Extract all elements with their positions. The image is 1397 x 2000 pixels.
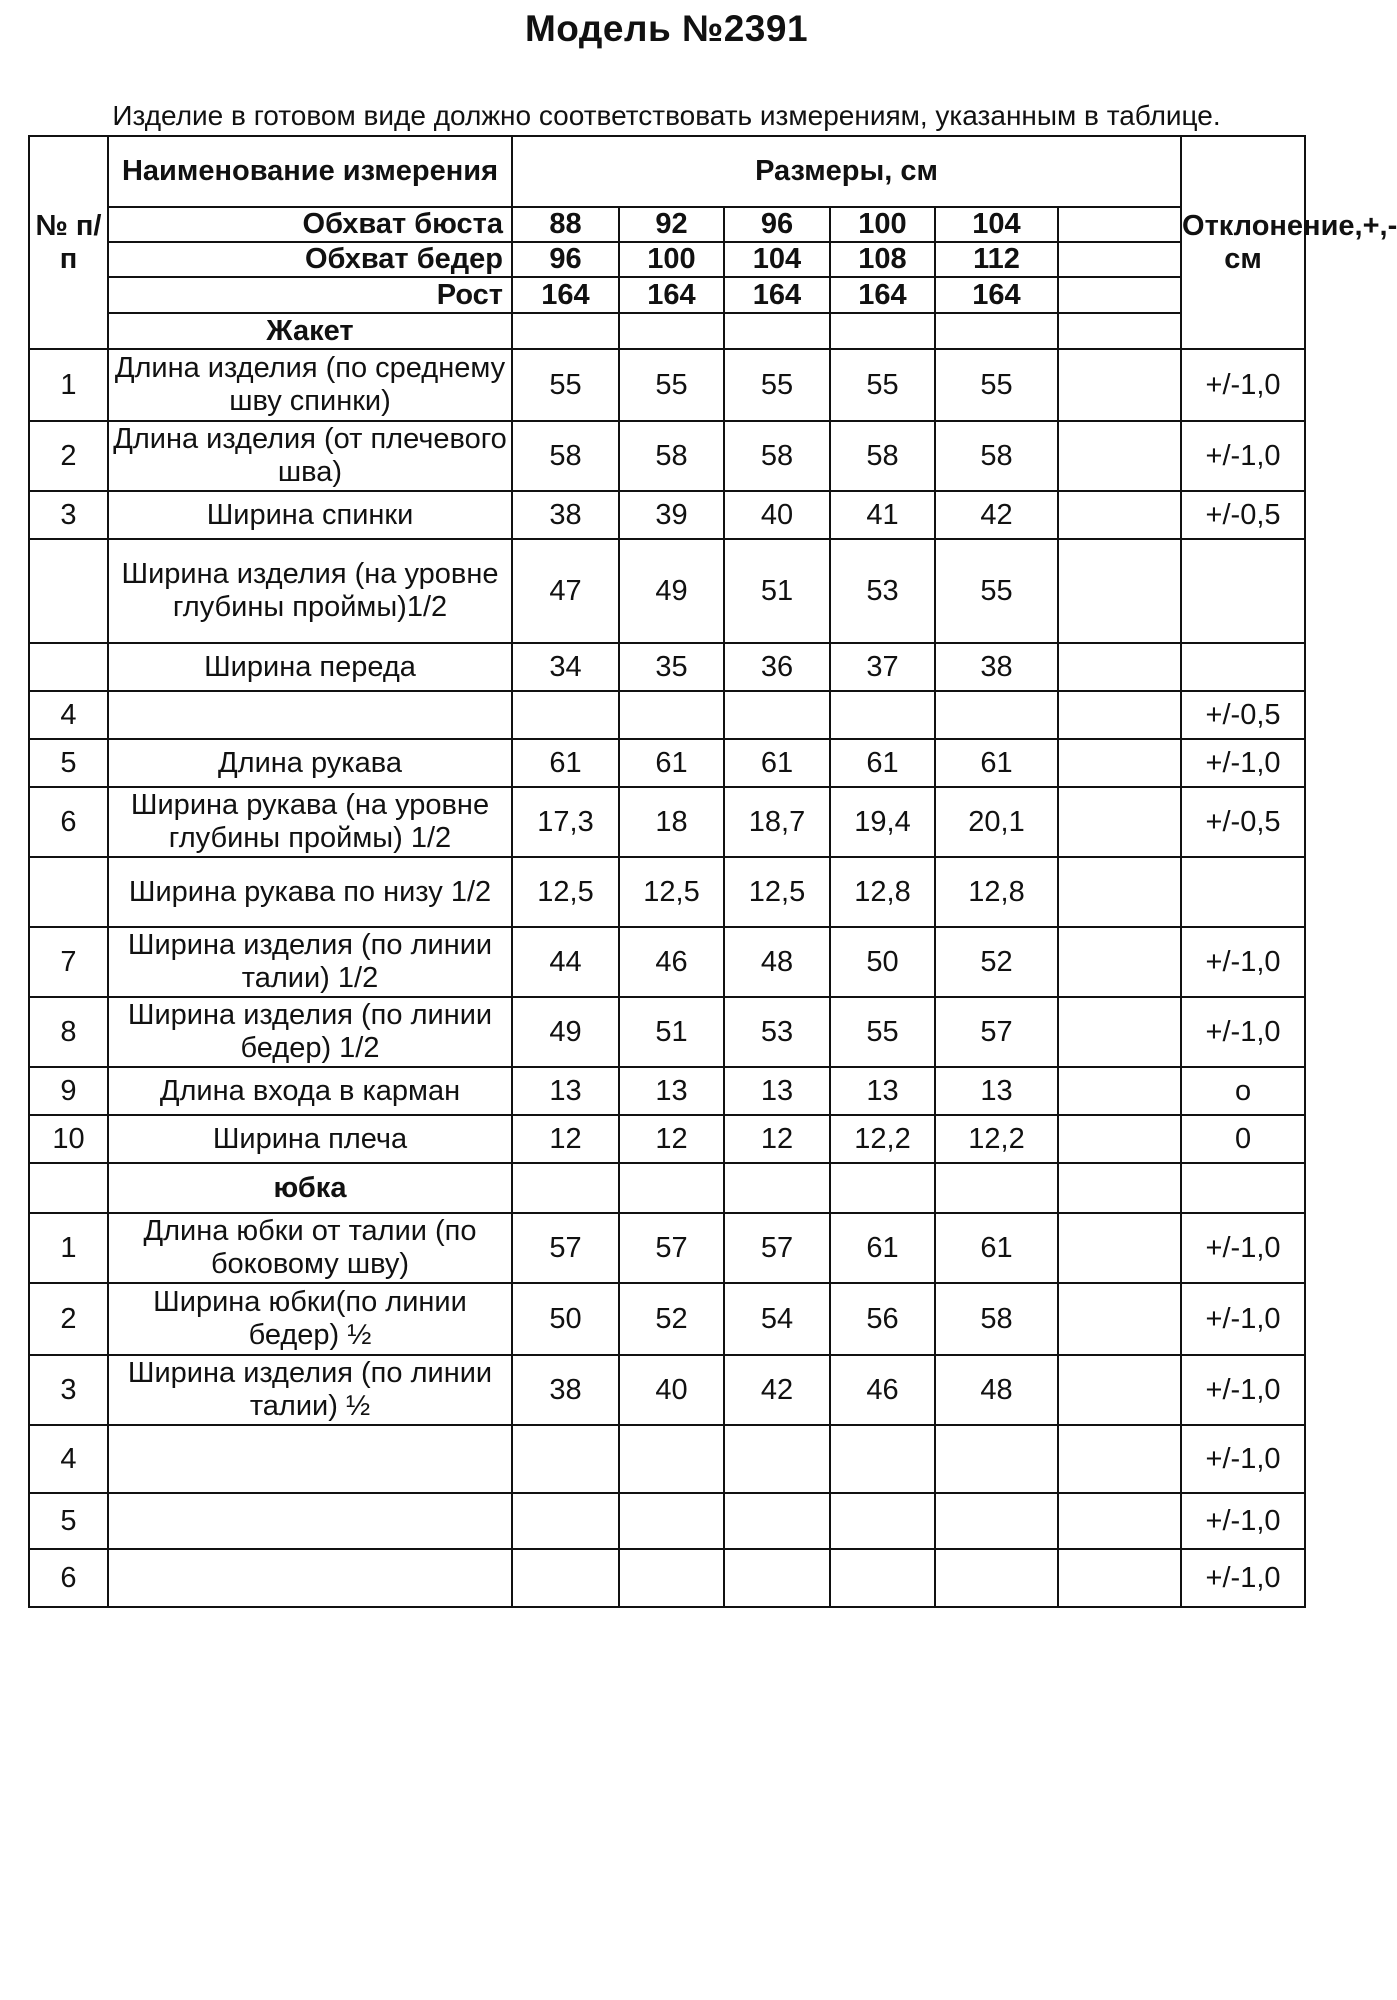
size-value: [724, 1425, 830, 1493]
jacket-row: [29, 997, 1305, 1067]
size-value: 57: [935, 997, 1058, 1067]
size-value: 37: [830, 643, 935, 691]
measurements-table: [28, 135, 1397, 1608]
deviation-value: +/-1,0: [1181, 1213, 1305, 1283]
empty-cell: [1058, 313, 1181, 349]
size-value: 58: [724, 421, 830, 491]
size-value: 61: [830, 739, 935, 787]
hips-size-cell: 96: [512, 242, 619, 277]
header-name: Наименование измерения: [108, 136, 512, 207]
row-number: 1: [29, 1213, 108, 1283]
size-value: 50: [830, 927, 935, 997]
empty-cell: [1058, 1493, 1181, 1549]
bust-size-cell: 92: [619, 207, 724, 242]
measurement-name: Ширина изделия (по линии талии) ½: [108, 1355, 512, 1425]
size-value: 12: [512, 1115, 619, 1163]
row-number: 4: [29, 691, 108, 739]
empty-cell: [1058, 997, 1181, 1067]
row-number: 5: [29, 739, 108, 787]
empty-size-cell: [1058, 277, 1181, 313]
empty-cell: [1181, 1163, 1305, 1213]
size-value: 61: [935, 1213, 1058, 1283]
measurement-name: Ширина изделия (по линии бедер) 1/2: [108, 997, 512, 1067]
hips-size-cell: 100: [619, 242, 724, 277]
size-value: [830, 1425, 935, 1493]
deviation-value: +/-0,5: [1181, 691, 1305, 739]
size-value: [512, 1425, 619, 1493]
size-value: [830, 1549, 935, 1607]
size-value: 57: [619, 1213, 724, 1283]
size-value: 54: [724, 1283, 830, 1355]
empty-cell: [29, 1163, 108, 1213]
jacket-row: [29, 739, 1305, 787]
size-value: 12,5: [619, 857, 724, 927]
size-value: [619, 1425, 724, 1493]
height-size-cell: 164: [935, 277, 1058, 313]
empty-cell: [1058, 491, 1181, 539]
jacket-row: [29, 857, 1305, 927]
size-value: 57: [512, 1213, 619, 1283]
size-value: [619, 1549, 724, 1607]
jacket-row: [29, 643, 1305, 691]
deviation-value: +/-1,0: [1181, 1425, 1305, 1493]
size-value: 55: [935, 539, 1058, 643]
size-value: 13: [830, 1067, 935, 1115]
size-value: 55: [830, 349, 935, 421]
size-value: 12,5: [512, 857, 619, 927]
size-value: 48: [724, 927, 830, 997]
size-value: 52: [935, 927, 1058, 997]
jacket-row: [29, 539, 1305, 643]
measurement-name: Ширина рукава (на уровне глубины проймы) 1/2: [108, 787, 512, 857]
measurement-name: Длина входа в карман: [108, 1067, 512, 1115]
row-number: 2: [29, 421, 108, 491]
size-value: 19,4: [830, 787, 935, 857]
jacket-row: [29, 787, 1305, 857]
deviation-value: +/-1,0: [1181, 1283, 1305, 1355]
bust-size-cell: 104: [935, 207, 1058, 242]
deviation-value: +/-0,5: [1181, 787, 1305, 857]
size-value: 36: [724, 643, 830, 691]
empty-cell: [1058, 643, 1181, 691]
size-value: 58: [935, 1283, 1058, 1355]
size-value: [512, 691, 619, 739]
size-value: 55: [619, 349, 724, 421]
empty-cell: [1058, 857, 1181, 927]
size-value: 12,8: [830, 857, 935, 927]
size-value: 13: [619, 1067, 724, 1115]
jacket-row: [29, 1115, 1305, 1163]
hips-size-cell: 104: [724, 242, 830, 277]
size-value: 38: [935, 643, 1058, 691]
row-number: 10: [29, 1115, 108, 1163]
size-value: 61: [724, 739, 830, 787]
measurement-name: [108, 691, 512, 739]
size-value: 12,5: [724, 857, 830, 927]
jacket-row: [29, 927, 1305, 997]
empty-cell: [1058, 1115, 1181, 1163]
row-number: 1: [29, 349, 108, 421]
header-row-height: [29, 277, 1305, 313]
empty-cell: [512, 1163, 619, 1213]
measurement-name: Ширина спинки: [108, 491, 512, 539]
measurement-name: Длина рукава: [108, 739, 512, 787]
deviation-value: +/-1,0: [1181, 349, 1305, 421]
empty-cell: [830, 313, 935, 349]
size-value: [935, 1549, 1058, 1607]
size-value: 40: [619, 1355, 724, 1425]
size-value: 61: [830, 1213, 935, 1283]
size-value: 39: [619, 491, 724, 539]
empty-cell: [1058, 739, 1181, 787]
empty-cell: [512, 313, 619, 349]
size-value: 12: [724, 1115, 830, 1163]
skirt-row: [29, 1355, 1305, 1425]
hips-size-cell: 112: [935, 242, 1058, 277]
empty-size-cell: [1058, 242, 1181, 277]
size-value: 34: [512, 643, 619, 691]
bust-size-cell: 100: [830, 207, 935, 242]
size-value: 38: [512, 1355, 619, 1425]
size-value: 18: [619, 787, 724, 857]
empty-cell: [619, 313, 724, 349]
empty-cell: [935, 313, 1058, 349]
size-value: 47: [512, 539, 619, 643]
deviation-value: +/-1,0: [1181, 997, 1305, 1067]
size-value: 41: [830, 491, 935, 539]
deviation-value: +/-1,0: [1181, 927, 1305, 997]
row-number: 8: [29, 997, 108, 1067]
jacket-row: [29, 691, 1305, 739]
size-value: 50: [512, 1283, 619, 1355]
size-value: 46: [830, 1355, 935, 1425]
size-value: 58: [935, 421, 1058, 491]
skirt-row: [29, 1493, 1305, 1549]
height-label: Рост: [108, 277, 512, 313]
empty-cell: [830, 1163, 935, 1213]
size-value: [935, 691, 1058, 739]
size-value: 53: [724, 997, 830, 1067]
empty-cell: [1058, 1283, 1181, 1355]
deviation-value: +/-1,0: [1181, 1355, 1305, 1425]
section-row-skirt: [29, 1163, 1305, 1213]
size-value: 44: [512, 927, 619, 997]
deviation-value: +/-1,0: [1181, 421, 1305, 491]
size-value: [935, 1493, 1058, 1549]
empty-cell: [1058, 927, 1181, 997]
deviation-value: [1181, 539, 1305, 643]
size-value: 40: [724, 491, 830, 539]
size-value: 38: [512, 491, 619, 539]
measurement-name: [108, 1549, 512, 1607]
size-value: 56: [830, 1283, 935, 1355]
bust-label: Обхват бюста: [108, 207, 512, 242]
row-number: 6: [29, 787, 108, 857]
deviation-value: +/-1,0: [1181, 1549, 1305, 1607]
size-value: 51: [619, 997, 724, 1067]
size-value: 12,8: [935, 857, 1058, 927]
empty-cell: [1058, 787, 1181, 857]
deviation-value: о: [1181, 1067, 1305, 1115]
measurement-name: Ширина юбки(по линии бедер) ½: [108, 1283, 512, 1355]
size-value: 61: [512, 739, 619, 787]
measurement-name: Ширина изделия (по линии талии) 1/2: [108, 927, 512, 997]
deviation-value: +/-1,0: [1181, 739, 1305, 787]
document-subtitle: Изделие в готовом виде должно соответствовать измерениям, указанным в таблице.: [112, 100, 1221, 131]
empty-cell: [1058, 1213, 1181, 1283]
deviation-value: 0: [1181, 1115, 1305, 1163]
height-size-cell: 164: [830, 277, 935, 313]
deviation-value: [1181, 643, 1305, 691]
row-number: 6: [29, 1549, 108, 1607]
empty-cell: [1058, 1163, 1181, 1213]
size-value: [619, 691, 724, 739]
size-value: 55: [512, 349, 619, 421]
section-row-jacket: [29, 313, 1305, 349]
jacket-row: [29, 491, 1305, 539]
section-jacket-title: Жакет: [108, 313, 512, 349]
size-value: 18,7: [724, 787, 830, 857]
size-value: 35: [619, 643, 724, 691]
skirt-row: [29, 1213, 1305, 1283]
size-value: [830, 1493, 935, 1549]
size-value: 12,2: [830, 1115, 935, 1163]
empty-cell: [724, 313, 830, 349]
size-value: 55: [935, 349, 1058, 421]
size-value: 57: [724, 1213, 830, 1283]
row-number: 7: [29, 927, 108, 997]
empty-cell: [935, 1163, 1058, 1213]
row-number: [29, 539, 108, 643]
measurement-name: Ширина изделия (на уровне глубины проймы)1/2: [108, 539, 512, 643]
size-value: 55: [830, 997, 935, 1067]
size-value: 13: [935, 1067, 1058, 1115]
size-value: 42: [935, 491, 1058, 539]
row-number: 9: [29, 1067, 108, 1115]
size-value: [619, 1493, 724, 1549]
row-number: [29, 643, 108, 691]
size-value: [512, 1493, 619, 1549]
size-value: 17,3: [512, 787, 619, 857]
row-number: 3: [29, 491, 108, 539]
empty-cell: [1058, 539, 1181, 643]
deviation-value: +/-1,0: [1181, 1493, 1305, 1549]
hips-label: Обхват бедер: [108, 242, 512, 277]
size-value: [724, 1549, 830, 1607]
row-number: 3: [29, 1355, 108, 1425]
size-value: 13: [724, 1067, 830, 1115]
measurement-name: [108, 1493, 512, 1549]
empty-cell: [1058, 1425, 1181, 1493]
deviation-value: +/-0,5: [1181, 491, 1305, 539]
header-sizes: Размеры, см: [512, 136, 1181, 207]
size-value: [724, 691, 830, 739]
header-row-hips: [29, 242, 1305, 277]
header-num: № п/п: [29, 136, 108, 349]
empty-cell: [619, 1163, 724, 1213]
size-value: 61: [935, 739, 1058, 787]
measurement-name: Длина изделия (от плечевого шва): [108, 421, 512, 491]
bust-size-cell: 88: [512, 207, 619, 242]
size-value: [830, 691, 935, 739]
empty-cell: [1058, 349, 1181, 421]
size-value: 12: [619, 1115, 724, 1163]
size-value: [724, 1493, 830, 1549]
height-size-cell: 164: [619, 277, 724, 313]
document-title: Модель №2391: [524, 8, 809, 49]
size-value: 49: [619, 539, 724, 643]
jacket-row: [29, 1067, 1305, 1115]
size-value: 55: [724, 349, 830, 421]
height-size-cell: 164: [724, 277, 830, 313]
measurement-name: Ширина переда: [108, 643, 512, 691]
skirt-row: [29, 1549, 1305, 1607]
measurement-name: Длина юбки от талии (по боковому шву): [108, 1213, 512, 1283]
size-value: 46: [619, 927, 724, 997]
size-value: 52: [619, 1283, 724, 1355]
empty-cell: [1058, 1355, 1181, 1425]
size-value: 48: [935, 1355, 1058, 1425]
size-value: 53: [830, 539, 935, 643]
size-value: [512, 1549, 619, 1607]
size-value: 12,2: [935, 1115, 1058, 1163]
measurement-name: Ширина плеча: [108, 1115, 512, 1163]
row-number: 2: [29, 1283, 108, 1355]
header-row-bust: [29, 207, 1305, 242]
height-size-cell: 164: [512, 277, 619, 313]
deviation-value: [1181, 857, 1305, 927]
measurement-name: Длина изделия (по среднему шву спинки): [108, 349, 512, 421]
hips-size-cell: 108: [830, 242, 935, 277]
size-value: 58: [619, 421, 724, 491]
row-number: 5: [29, 1493, 108, 1549]
skirt-row: [29, 1283, 1305, 1355]
empty-cell: [1058, 421, 1181, 491]
empty-cell: [1058, 1549, 1181, 1607]
size-value: 58: [830, 421, 935, 491]
header-row-title: [29, 136, 1305, 207]
size-value: 51: [724, 539, 830, 643]
jacket-row: [29, 421, 1305, 491]
measurement-name: [108, 1425, 512, 1493]
bust-size-cell: 96: [724, 207, 830, 242]
size-value: 61: [619, 739, 724, 787]
size-value: 13: [512, 1067, 619, 1115]
header-deviation: Отклонение,+,-см: [1181, 136, 1305, 349]
size-value: [935, 1425, 1058, 1493]
row-number: 4: [29, 1425, 108, 1493]
empty-cell: [724, 1163, 830, 1213]
empty-size-cell: [1058, 207, 1181, 242]
skirt-row: [29, 1425, 1305, 1493]
size-value: 58: [512, 421, 619, 491]
jacket-row: [29, 349, 1305, 421]
row-number: [29, 857, 108, 927]
empty-cell: [1058, 691, 1181, 739]
empty-cell: [1058, 1067, 1181, 1115]
size-value: 42: [724, 1355, 830, 1425]
size-value: 49: [512, 997, 619, 1067]
section-skirt-title: юбка: [108, 1163, 512, 1213]
size-value: 20,1: [935, 787, 1058, 857]
measurement-name: Ширина рукава по низу 1/2: [108, 857, 512, 927]
